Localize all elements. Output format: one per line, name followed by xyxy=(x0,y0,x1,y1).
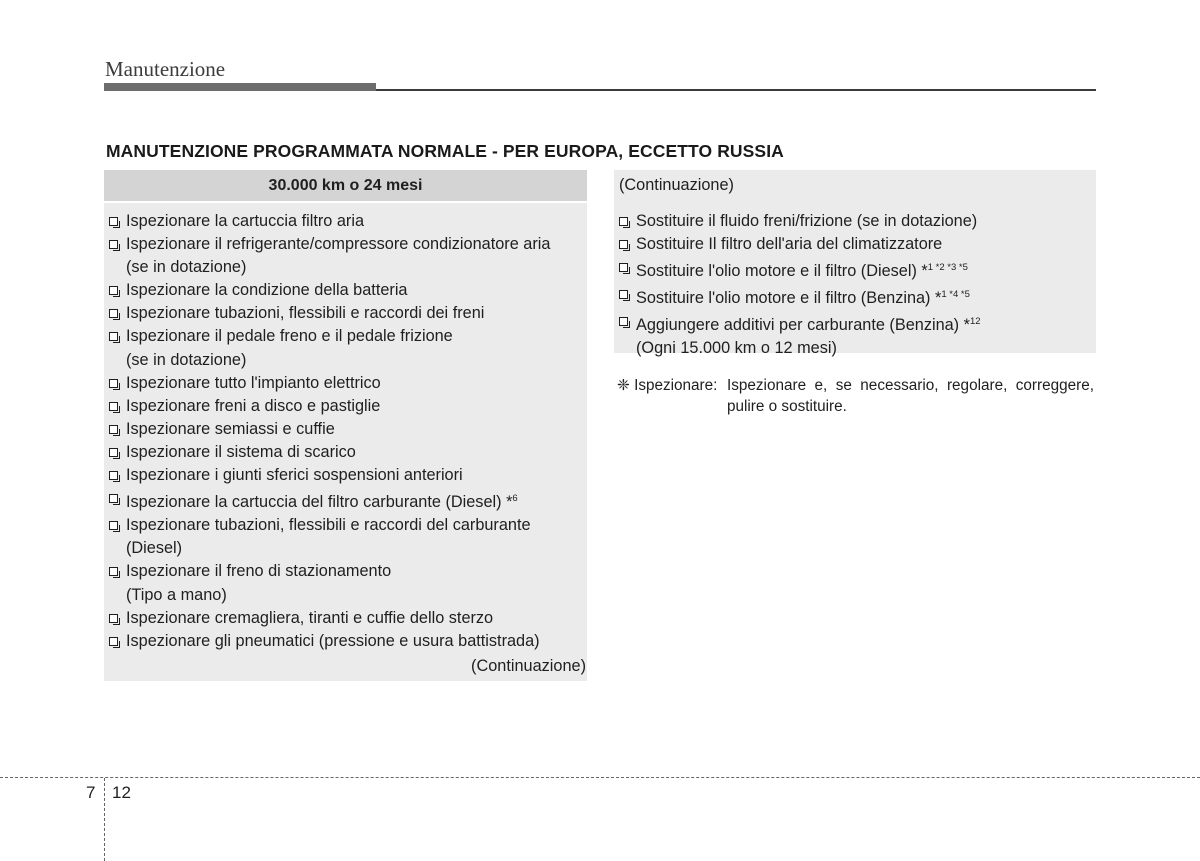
interval-heading: 30.000 km o 24 mesi xyxy=(104,170,587,203)
item-text: Sostituire l'olio motore e il filtro (Benzina) * xyxy=(636,289,942,308)
checklist-item xyxy=(619,283,1096,310)
checkbox-icon xyxy=(619,217,628,226)
item-text: Ispezionare il refrigerante/compressore condizionatore aria xyxy=(126,235,551,254)
item-text: Ispezionare i giunti sferici sospensioni anteriori xyxy=(126,466,463,485)
checklist-item xyxy=(109,372,587,395)
checkbox-icon xyxy=(109,240,118,249)
item-text-continued: (se in dotazione) xyxy=(126,350,247,369)
footer-dashed-rule xyxy=(0,777,1200,778)
maintenance-table-right xyxy=(614,170,1096,358)
footnote-ref: 12 xyxy=(969,316,981,328)
page-number: 12 xyxy=(112,783,131,802)
checklist-item xyxy=(619,233,1096,256)
maintenance-table-left xyxy=(104,170,587,681)
checkbox-icon xyxy=(109,521,118,530)
checklist-item xyxy=(109,395,587,418)
checklist-item xyxy=(109,560,587,606)
checklist-item xyxy=(109,233,587,279)
continuation-label-left: (Continuazione) xyxy=(471,657,586,675)
item-text-continued: (Tipo a mano) xyxy=(126,585,227,604)
item-text: Ispezionare freni a disco e pastiglie xyxy=(126,396,381,415)
item-text-continued: (se in dotazione) xyxy=(126,258,247,277)
footnote-ref: 6 xyxy=(512,493,518,505)
checkbox-icon xyxy=(109,379,118,388)
checklist-item xyxy=(109,607,587,630)
checklist-item xyxy=(109,279,587,302)
item-text: Ispezionare il sistema di scarico xyxy=(126,442,356,461)
item-text-continued: (Ogni 15.000 km o 12 mesi) xyxy=(636,339,837,358)
checklist-item xyxy=(619,256,1096,283)
checklist-item xyxy=(109,487,587,514)
checklist-item xyxy=(109,210,587,233)
item-text: Sostituire Il filtro dell'aria del climatizzatore xyxy=(636,235,943,254)
checkbox-icon xyxy=(109,309,118,318)
item-text: Ispezionare semiassi e cuffie xyxy=(126,419,335,438)
header-rule-thin xyxy=(376,89,1096,91)
checkbox-icon xyxy=(109,471,118,480)
checkbox-icon xyxy=(109,332,118,341)
checklist-item xyxy=(109,418,587,441)
item-text: Ispezionare tutto l'impianto elettrico xyxy=(126,373,381,392)
footnote-prefix: ❈ Ispezionare: xyxy=(617,377,718,394)
item-text: Ispezionare la condizione della batteria xyxy=(126,281,408,300)
item-text: Ispezionare il freno di stazionamento xyxy=(126,562,392,581)
section-title: MANUTENZIONE PROGRAMMATA NORMALE - PER EUROPA, ECCETTO RUSSIA xyxy=(106,141,784,161)
right-item-list xyxy=(614,196,1096,361)
item-text: Ispezionare la cartuccia del filtro carburante (Diesel) * xyxy=(126,493,513,512)
checklist-item xyxy=(619,310,1096,360)
item-text: Ispezionare cremagliera, tiranti e cuffie dello sterzo xyxy=(126,608,494,627)
item-text: Ispezionare tubazioni, flessibili e raccordi dei freni xyxy=(126,304,485,323)
item-text: Sostituire l'olio motore e il filtro (Diesel) * xyxy=(636,262,928,281)
checkbox-icon xyxy=(109,425,118,434)
item-text-continued: (Diesel) xyxy=(126,539,183,558)
checkbox-icon xyxy=(109,614,118,623)
checkbox-icon xyxy=(109,567,118,576)
footnote xyxy=(617,375,1094,417)
checkbox-icon xyxy=(109,286,118,295)
checkbox-icon xyxy=(109,448,118,457)
checklist-item xyxy=(109,325,587,371)
footnote-ref: 1 *4 *5 xyxy=(941,289,970,301)
continuation-label-right: (Continuazione) xyxy=(619,176,734,194)
checklist-item xyxy=(619,210,1096,233)
checkbox-icon xyxy=(109,402,118,411)
checkbox-icon xyxy=(109,637,118,646)
checkbox-icon xyxy=(619,317,628,326)
chapter-number: 7 xyxy=(86,783,96,802)
footnote-ref: 1 *2 *3 *5 xyxy=(927,262,968,274)
item-text: Ispezionare tubazioni, flessibili e raccordi del carburante xyxy=(126,516,531,535)
item-text: Ispezionare il pedale freno e il pedale frizione xyxy=(126,327,453,346)
item-text: Sostituire il fluido freni/frizione (se in dotazione) xyxy=(636,212,978,230)
item-text: Ispezionare gli pneumatici (pressione e usura battistrada) xyxy=(126,631,540,650)
checkbox-icon xyxy=(619,263,628,272)
item-text: Ispezionare la cartuccia filtro aria xyxy=(126,212,364,230)
checkbox-icon xyxy=(109,494,118,503)
left-item-list xyxy=(104,203,587,653)
footnote-text: Ispezionare e, se necessario, regolare, correggere, pulire o sostituire. xyxy=(727,377,1094,415)
footer-vertical-rule xyxy=(104,778,105,861)
header-rule-thick xyxy=(104,83,376,91)
checklist-item xyxy=(109,302,587,325)
checkbox-icon xyxy=(619,240,628,249)
page-header-title: Manutenzione xyxy=(105,57,226,81)
checklist-item xyxy=(109,630,587,653)
checkbox-icon xyxy=(619,290,628,299)
item-text: Aggiungere additivi per carburante (Benzina) * xyxy=(636,316,970,335)
checklist-item xyxy=(109,464,587,487)
checklist-item xyxy=(109,514,587,560)
checkbox-icon xyxy=(109,217,118,226)
checklist-item xyxy=(109,441,587,464)
